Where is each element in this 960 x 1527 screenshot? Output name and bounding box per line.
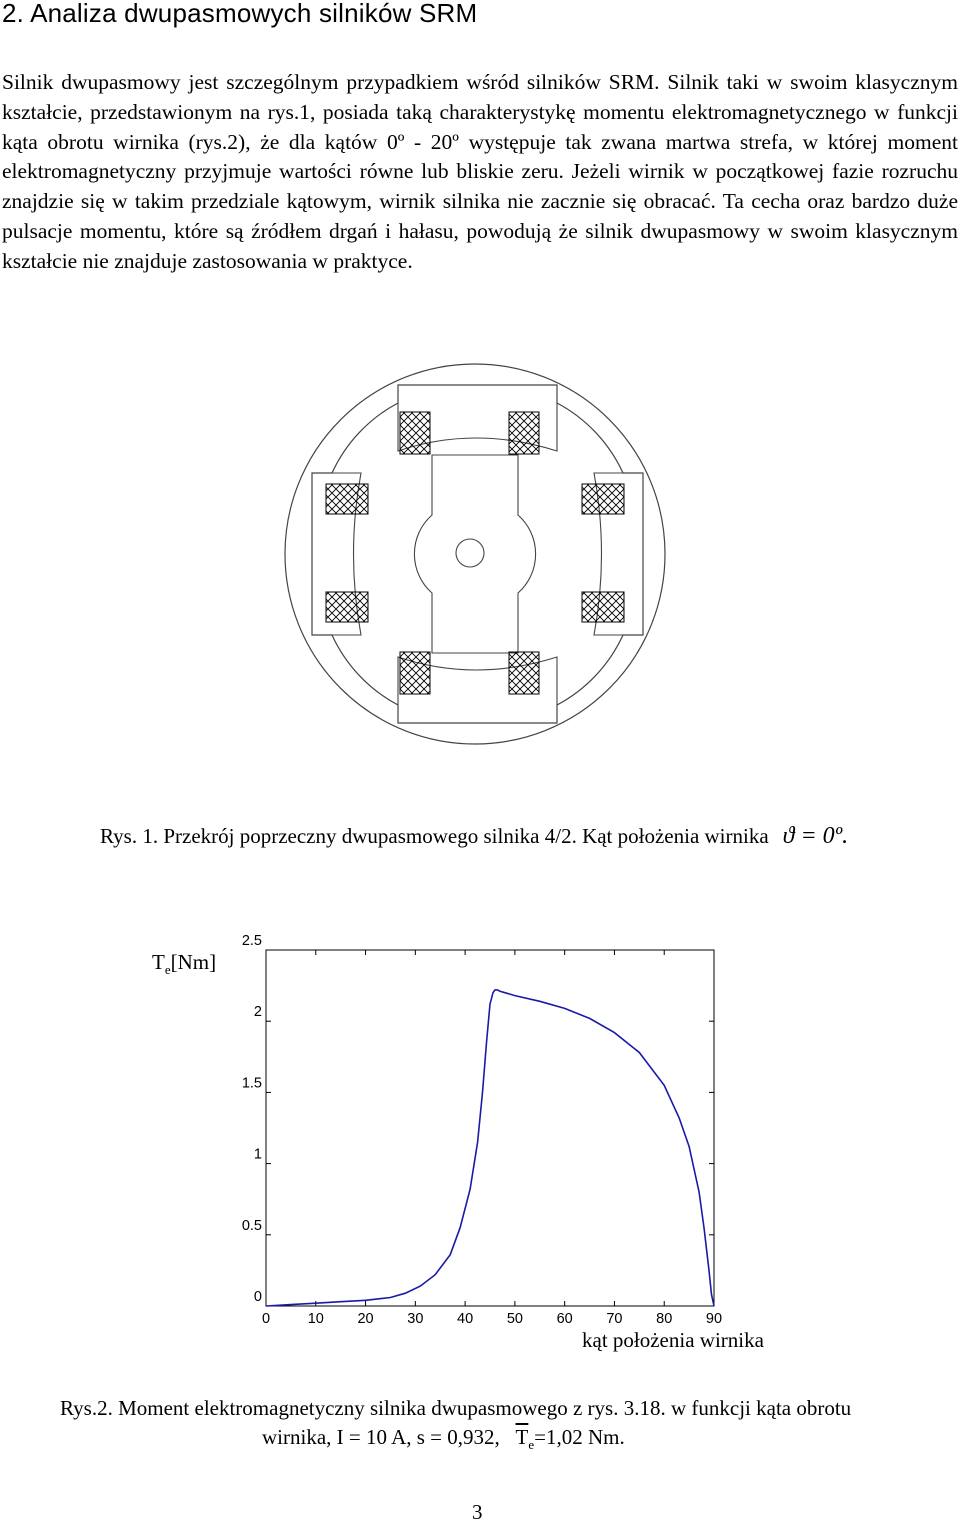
torque-series-line bbox=[266, 990, 714, 1306]
coil-top-left bbox=[400, 412, 430, 454]
coil-right-lower bbox=[582, 592, 624, 622]
x-tick-label: 10 bbox=[307, 1311, 324, 1327]
x-tick-label: 90 bbox=[705, 1311, 723, 1327]
y-ticks bbox=[242, 933, 714, 1306]
stator-outer-circle bbox=[285, 364, 665, 744]
figure2-caption-line2 bbox=[60, 1423, 851, 1459]
figure2-caption-math-symbol: $\overline{T}$ bbox=[515, 1425, 529, 1449]
y-tick-label: 2.5 bbox=[241, 933, 262, 949]
x-tick-label: 70 bbox=[606, 1311, 623, 1327]
torque-chart bbox=[0, 930, 960, 1330]
figure1-caption-text: Rys. 1. Przekrój poprzeczny dwupasmowego silnika 4/2. Kąt położenia wirnika bbox=[100, 824, 769, 848]
coil-bottom-right bbox=[509, 652, 539, 694]
motor-cross-section-figure bbox=[280, 345, 680, 805]
figure1-caption bbox=[100, 823, 848, 850]
x-tick-label: 30 bbox=[407, 1311, 424, 1327]
coil-left-lower bbox=[326, 592, 368, 622]
figure2-caption-math-sub: e bbox=[528, 1437, 535, 1453]
x-tick-label: 50 bbox=[506, 1311, 523, 1327]
rotor-outline bbox=[414, 455, 535, 653]
x-ticks bbox=[262, 950, 722, 1327]
x-tick-label: 40 bbox=[457, 1311, 474, 1327]
y-tick-label: 1 bbox=[253, 1146, 262, 1163]
y-tick-label: 0.5 bbox=[241, 1217, 262, 1234]
figure2-caption-math-value: =1,02 Nm. bbox=[534, 1425, 625, 1449]
coil-left-upper bbox=[326, 484, 368, 514]
coil-bottom-left bbox=[400, 652, 430, 694]
shaft-circle bbox=[456, 539, 484, 567]
figure2-caption-params: wirnika, I = 10 A, s = 0,932, bbox=[262, 1425, 500, 1449]
x-tick-label: 0 bbox=[261, 1311, 271, 1327]
section-heading: 2. Analiza dwupasmowych silników SRM bbox=[2, 0, 478, 28]
figure2-caption-line1: Rys.2. Moment elektromagnetyczny silnika dwupasmowego z rys. 3.18. w funkcji kąta obrotu bbox=[60, 1396, 852, 1420]
x-tick-label: 80 bbox=[656, 1311, 673, 1327]
y-label-unit: [Nm] bbox=[170, 950, 217, 974]
y-tick-label: 0 bbox=[253, 1289, 262, 1305]
coil-right-upper bbox=[582, 484, 624, 514]
x-tick-label: 60 bbox=[556, 1311, 573, 1327]
y-label-main: T bbox=[152, 950, 165, 974]
body-paragraph: Silnik dwupasmowy jest szczególnym przypadkiem wśród silników SRM. Silnik taki w swoim klasycznym kształcie, przedstawionym na rys.1, posiada taką charakterystykę momentu elektromagnetycznego w funkcji kąta obrotu wirnika (rys.2), że dla kątów 0º - 20º występuje tak zwana martwa strefa, w której moment elektromagnetyczny przyjmuje wartości równe lub bliskie zeru. Jeżeli wirnik w początkowej fazie rozruchu znajdzie się w takim przedziale kątowym, wirnik silnika nie zacznie się obracać. Ta cecha oraz bardzo duże pulsacje momentu, które są źródłem drgań i hałasu, powodują że silnik dwupasmowy w swoim klasycznym kształcie nie znajduje zastosowania w praktyce. bbox=[2, 70, 958, 273]
coil-top-right bbox=[509, 412, 539, 454]
figure1-caption-math: ϑ = 0º. bbox=[782, 823, 849, 849]
x-tick-label: 20 bbox=[357, 1311, 374, 1327]
page-number: 3 bbox=[472, 1500, 483, 1524]
y-tick-label: 1.5 bbox=[241, 1075, 262, 1092]
y-tick-label: 2 bbox=[253, 1004, 262, 1021]
chart-x-axis-label: kąt położenia wirnika bbox=[582, 1328, 764, 1352]
stator-inner-contour bbox=[312, 385, 643, 723]
y-label-sub: e bbox=[164, 962, 171, 978]
figure2-caption bbox=[60, 1394, 851, 1459]
